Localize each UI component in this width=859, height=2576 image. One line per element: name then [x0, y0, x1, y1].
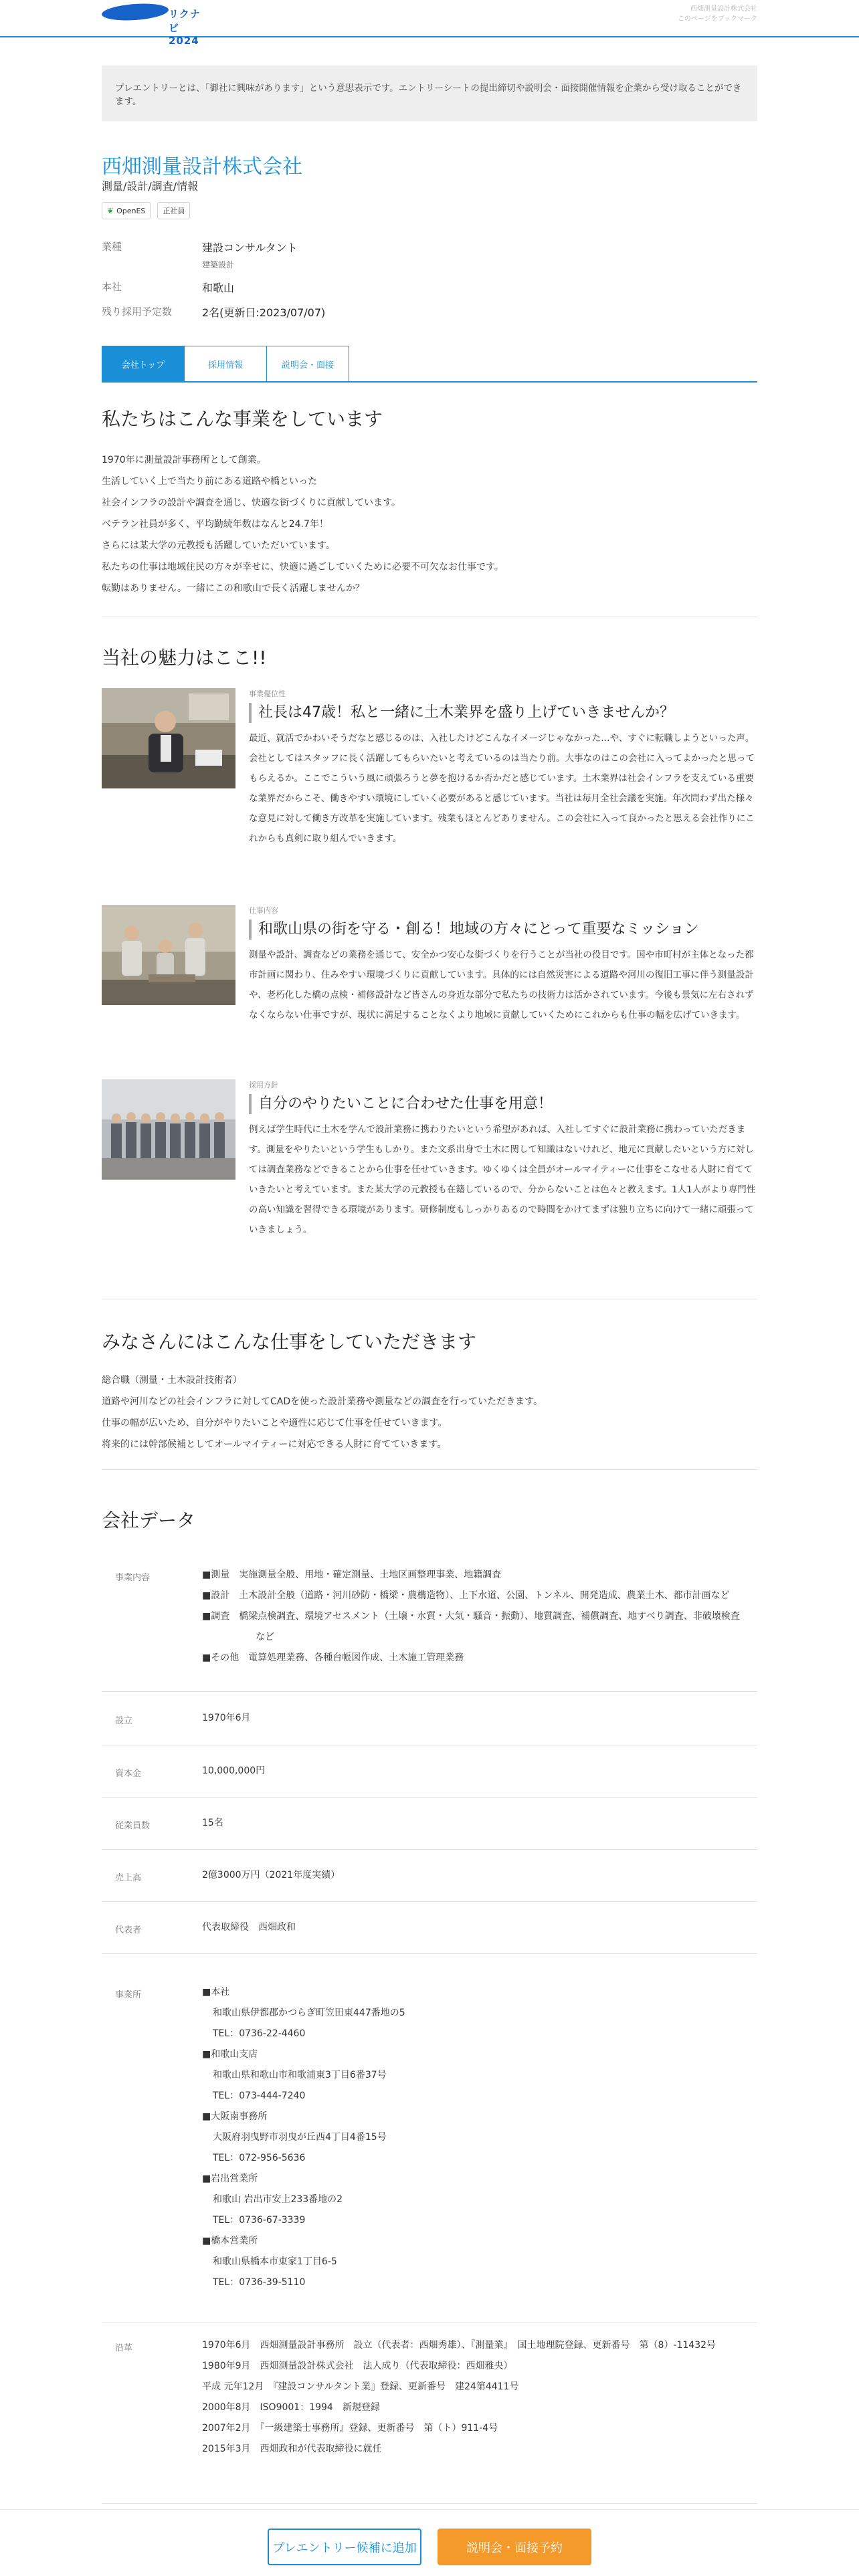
charm-body [249, 688, 757, 849]
office-address: 和歌山県伊都郡かつらぎ町笠田東447番地の5 [213, 2008, 405, 2018]
history-entry: 2007年2月 『一級建築士事務所』登録、更新番号 第（ト）911-4号 [202, 2423, 498, 2434]
work-line: 総合職（測量・土木設計技術者） [102, 1375, 242, 1386]
data-value: 代表取締役 西畑政和 [202, 1922, 296, 1933]
office-tel: TEL：0736-67-3339 [213, 2215, 306, 2226]
company-tabs [102, 346, 757, 383]
data-label: 従業員数 [115, 1821, 151, 1831]
history-entry: 1980年9月 西畑測量設計株式会社 法人成り（代表取締役：西畑雅央） [202, 2361, 513, 2371]
data-row-business [102, 1558, 757, 1692]
info-value-main: 建設コンサルタント [202, 241, 298, 254]
office-tel: TEL：0736-39-5110 [213, 2277, 306, 2288]
badge-label: OpenES [116, 206, 146, 215]
work-heading: みなさんにはこんな仕事をしていただきます [102, 1331, 477, 1353]
charm-title: 自分のやりたいことに合わせた仕事を用意！ [249, 1094, 757, 1114]
business-line: 転勤はありません。一緒にこの和歌山で長く活躍しませんか？ [102, 583, 365, 594]
data-row-offices [102, 1954, 757, 2323]
charm-photo-staff [102, 1079, 235, 1180]
history-entry: 2000年8月 ISO9001：1994 新規登録 [202, 2402, 380, 2413]
photo-illustration [102, 905, 235, 1005]
history-entry: 平成 元年12月 『建設コンサルタント業』登録、更新番号 建24第4411号 [202, 2381, 519, 2392]
sticky-action-bar [0, 2509, 859, 2576]
info-value: 和歌山 [202, 282, 235, 294]
logo-mark [101, 2, 169, 23]
data-label: 資本金 [115, 1769, 142, 1779]
office-name: ■本社 [202, 1987, 230, 1998]
info-value [202, 239, 737, 270]
business-other: ■その他 電算処理業務、各種台帳図作成、土木施工管理業務 [202, 1652, 464, 1663]
tab-company-top[interactable]: 会社トップ [102, 346, 185, 381]
work-text [102, 1370, 757, 1455]
charm-title: 社長は47歳！私と一緒に土木業界を盛り上げていきませんか？ [249, 703, 757, 723]
office-name: ■橋本営業所 [202, 2236, 258, 2246]
charm-category: 事業優位性 [249, 689, 286, 698]
business-line: 1970年に測量設計事務所として創業。 [102, 455, 266, 465]
badge-label: 正社員 [163, 207, 185, 215]
seminar-reservation-button[interactable]: 説明会・面接予約 [438, 2529, 591, 2565]
bookmark-link[interactable]: このページをブックマーク [677, 15, 757, 23]
site-header [0, 0, 859, 47]
header-company-name: 西畑測量設計株式会社 [690, 5, 757, 13]
info-label: 残り採用予定数 [102, 306, 173, 318]
company-name: 西畑測量設計株式会社 [102, 155, 302, 179]
preentry-notice: プレエントリーとは、「御社に興味があります」という意思表示です。エントリーシートの提出締切や説明会・面接開催情報を企業から受け取ることができます。 [102, 66, 757, 121]
office-name: ■岩出営業所 [202, 2173, 258, 2184]
data-value: 15名 [202, 1818, 223, 1828]
employment-type-badge [157, 202, 190, 219]
charm-photo-work [102, 905, 235, 1005]
charm-text: 最近、就活でかわいそうだなと感じるのは、入社したけどこんなイメージじゃなかった…や、すぐに転職しようといった声。会社としてはスタッフに長く活躍してもらいたいと考えているのは当たり前。大事なのはこの会社に入ってよかったと思ってもらえるか。ここでこういう風に頑張ろうと夢を抱けるか否かだと感じています。土木業界は社会インフラを支えている重要な業界だからこそ、働きやすい環境にしていく必要があると感じています。当社は毎月全社会議を実施。年次問わず出た様々な意見に対して働き方改革を実施しています。残業もほとんどありません。この会社に入って良かったと思える会社作りにこれからも真剣に取り組んでいきます。 [249, 733, 755, 844]
data-row-established [102, 1692, 757, 1745]
data-value [202, 2335, 744, 2460]
charm-body [249, 905, 757, 1025]
data-row-capital [102, 1745, 757, 1798]
office-address: 和歌山 岩出市安上233番地の2 [213, 2194, 343, 2205]
data-label: 事業内容 [115, 1573, 151, 1583]
data-value [202, 1982, 744, 2293]
office-name: ■大阪南事務所 [202, 2111, 268, 2122]
info-value-sub: 建築設計 [202, 260, 235, 270]
office-tel: TEL：073-444-7240 [213, 2090, 306, 2101]
tab-recruitment-info[interactable]: 採用情報 [184, 346, 267, 381]
data-row-history [102, 2323, 757, 2504]
info-label: 本社 [102, 281, 122, 293]
history-entry: 2015年3月 西畑政和が代表取締役に就任 [202, 2444, 382, 2454]
data-label: 事業所 [115, 1990, 142, 2000]
charm-category: 採用方針 [249, 1081, 278, 1089]
data-value: 1970年6月 [202, 1713, 251, 1723]
business-line: ベテラン社員が多く、平均勤続年数はなんと24.7年！ [102, 519, 328, 530]
company-data-heading: 会社データ [102, 1509, 196, 1531]
photo-illustration [102, 1079, 235, 1180]
data-row-employees [102, 1798, 757, 1850]
data-label: 設立 [115, 1716, 133, 1726]
charm-photo-president [102, 688, 235, 788]
work-line: 仕事の幅が広いため、自分がやりたいことや適性に応じて仕事を任せていきます。 [102, 1418, 448, 1428]
business-text [102, 449, 757, 599]
business-survey: ■測量 実施測量全般、用地・確定測量、土地区画整理事業、地籍調査 [202, 1570, 502, 1580]
data-row-sales [102, 1850, 757, 1902]
logo-text: リクナビ 2024 [169, 8, 201, 47]
info-value: 2名(更新日:2023/07/07) [202, 306, 326, 319]
data-label: 代表者 [115, 1925, 142, 1935]
charm-body [249, 1079, 757, 1240]
info-label: 業種 [102, 241, 122, 253]
office-address: 和歌山県橋本市東家1丁目6-5 [213, 2256, 337, 2267]
tab-seminar-interview[interactable]: 説明会・面接 [266, 346, 349, 381]
header-meta [678, 4, 757, 24]
charm-text: 例えば学生時代に土木を学んで設計業務に携わりたいという希望があれば、入社してすぐに設計業務に携わっていただきます。測量をやりたいという学生もしかり。また文系出身で土木に関して知識はないけれど、地元に貢献したいという方に対しては調査業務などできることから仕事を任せていきます。ゆくゆくは全員がオールマイティーに仕事をこなせる人財に育てていきたいと考えています。また某大学の元教授も在籍しているので、分からないことは色々と教えます。1人1人がより専門性の高い知識を習得できる環境があります。研修制度もしっかりあるので時間をかけてまずは独り立ちに向けて一緒に頑張っていきましょう。 [249, 1124, 756, 1235]
data-row-representative [102, 1902, 757, 1954]
section-divider [102, 1469, 757, 1470]
work-line: 道路や河川などの社会インフラに対してCADを使った設計業務や測量などの調査を行っていただきます。 [102, 1396, 543, 1407]
site-logo[interactable] [102, 3, 209, 47]
industry-category: 測量/設計/調査/情報 [102, 180, 199, 193]
office-address: 大阪府羽曳野市羽曳が丘西4丁目4番15号 [213, 2132, 387, 2143]
office-name: ■和歌山支店 [202, 2049, 258, 2060]
business-line: 生活していく上で当たり前にある道路や橋といった [102, 476, 317, 487]
data-value: 2億3000万円（2021年度実績） [202, 1870, 341, 1881]
office-tel: TEL：072-956-5636 [213, 2153, 306, 2163]
business-line: 社会インフラの設計や調査を通じ、快適な街づくりに貢献しています。 [102, 498, 401, 508]
business-design: ■設計 土木設計全般（道路・河川砂防・橋梁・農構造物）、上下水道、公園、トンネル、開発造成、農業土木、都市計画など [202, 1590, 730, 1601]
business-line: 私たちの仕事は地域住民の方々が幸せに、快適に過ごしていくために必要不可欠なお仕事です。 [102, 562, 504, 572]
business-research: ■調査 橋梁点検調査、環境アセスメント（土壌・水質・大気・騒音・振動）、地質調査、補償調査、地すべり調査、非破壊検査など [202, 1611, 740, 1642]
work-line: 将来的には幹部候補としてオールマイティーに対応できる人財に育てていきます。 [102, 1439, 447, 1450]
charm-category: 仕事内容 [249, 906, 278, 915]
leaf-icon: ❦ [107, 206, 114, 215]
data-value: 10,000,000円 [202, 1765, 266, 1776]
photo-illustration [102, 688, 235, 788]
charm-text: 測量や設計、調査などの業務を通じて、安全かつ安心な街づくりを行うことが当社の役目です。国や市町村が主体となった都市計画に関わり、住みやすい環境づくりに貢献しています。具体的には自然災害による道路や河川の復旧工事に伴う測量設計や、老朽化した橋の点検・補修設計など皆さんの身近な部分で私たちの技術力は活かされています。今後も景気に左右されずなくならない仕事ですが、現状に満足することなくより地域に貢献していくためにこれからも仕事の幅を広げていきます。 [249, 950, 754, 1021]
data-label: 売上高 [115, 1873, 142, 1883]
charm-heading: 当社の魅力はここ!! [102, 647, 267, 669]
history-entry: 1970年6月 西畑測量設計事務所 設立（代表者：西畑秀雄）、『測量業』 国土地理院登録、更新番号 第（8）-11432号 [202, 2340, 717, 2351]
office-address: 和歌山県和歌山市和歌浦東3丁目6番37号 [213, 2070, 387, 2080]
badge-list [102, 202, 757, 219]
data-value [202, 1565, 744, 1669]
openes-badge [102, 202, 151, 219]
charm-title: 和歌山県の街を守る・創る！地域の方々にとって重要なミッション [249, 920, 757, 940]
office-tel: TEL：0736-22-4460 [213, 2028, 306, 2039]
business-line: さらには某大学の元教授も活躍していただいています。 [102, 540, 335, 551]
business-heading: 私たちはこんな事業をしています [102, 408, 383, 430]
data-label: 沿革 [115, 2343, 133, 2353]
add-preentry-candidate-button[interactable]: プレエントリー候補に追加 [268, 2529, 421, 2565]
